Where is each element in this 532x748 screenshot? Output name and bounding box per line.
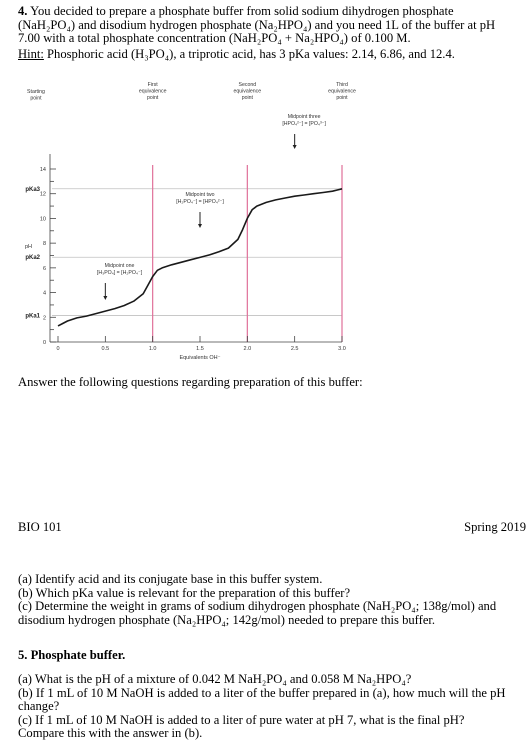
x-tick-label: 2.0 [243, 346, 252, 352]
midpoint-label-3: Midpoint three [287, 114, 321, 120]
top-label-2: equivalence [138, 88, 167, 95]
questions-abc [18, 573, 524, 627]
hint-label: Hint: [18, 47, 44, 61]
q4-text1: You decided to prepare a phosphate buffer from solid sodium dihydrogen phosphate [30, 4, 454, 18]
midpoint-formula-1: [H₃PO₄] = [H₂PO₄⁻] [96, 270, 143, 276]
midpoint-label-1: Midpoint one [104, 263, 135, 269]
x-tick-label: 0 [56, 346, 60, 352]
top-label-4: Third [336, 82, 348, 88]
qa-c2: disodium hydrogen phosphate (Na₂HPO₄; 142g/mol) needed to prepare this buffer. [18, 612, 436, 627]
x-tick-label: 2.5 [290, 346, 299, 352]
midpoint-formula-2: [H₂PO₄⁻] = [HPO₄²⁻] [176, 199, 224, 205]
y-tick-label: 6 [42, 265, 46, 272]
q5-b1: (b) If 1 mL of 10 M NaOH is added to a liter of the buffer prepared in (a), how much will the pH [18, 685, 506, 700]
q4-line1 [18, 5, 524, 19]
q5-b2: change? [18, 699, 60, 713]
midpoint-arrowhead-3 [293, 145, 297, 149]
answer-prompt: Answer the following questions regarding preparation of this buffer: [18, 375, 363, 389]
hint-text: Phosphoric acid (H₃PO₄), a triprotic acid, has 3 pKa values: 2.14, 6.86, and 12.4. [43, 47, 455, 61]
pka-label-2: pKa2 [25, 255, 40, 262]
q5-c1: (c) If 1 mL of 10 M NaOH is added to a liter of pure water at pH 7, what is the final pH? [18, 712, 465, 727]
midpoint-label-2: Midpoint two [185, 192, 215, 198]
y-tick-label: 8 [42, 241, 46, 248]
y-tick-label: 2 [42, 315, 46, 322]
y-axis-label: pH [24, 244, 32, 251]
x-tick-label: 1.5 [196, 346, 204, 352]
top-label-4: equivalence [328, 88, 356, 95]
q5-c2: Compare this with the answer in (b). [18, 726, 203, 740]
q4-line2: (NaH₂PO₄) and disodium hydrogen phosphate (Na₂HPO₄) and you need 1L of the buffer at pH [18, 17, 496, 32]
pka-label-1: pKa1 [25, 313, 40, 320]
chart-curve [58, 134, 342, 326]
top-label-1: Starting [27, 89, 45, 95]
top-label-3: Second [238, 82, 257, 88]
midpoint-arrowhead-2 [198, 224, 202, 228]
x-tick-label: 3.0 [338, 346, 346, 352]
top-label-4: point [336, 95, 348, 101]
y-tick-label: 12 [39, 191, 46, 198]
titration-curve-chart [0, 74, 532, 372]
qa-c1: (c) Determine the weight in grams of sodium dihydrogen phosphate (NaH₂PO₄; 138g/mol) and [18, 599, 497, 613]
footer-course: BIO 101 [18, 520, 62, 534]
question-4 [18, 5, 524, 46]
y-tick-label: 14 [39, 167, 46, 173]
midpoint-formula-3: [HPO₄²⁻] = [PO₄³⁻] [282, 121, 326, 127]
top-label-2: point [147, 95, 159, 101]
midpoint-arrowhead-1 [103, 296, 107, 300]
page-footer [18, 520, 526, 535]
top-label-3: equivalence [233, 88, 262, 95]
y-tick-label: 0 [42, 340, 46, 346]
footer-term: Spring 2019 [464, 520, 526, 534]
hint-line [18, 48, 524, 62]
qa-b: (b) Which pKa value is relevant for the preparation of this buffer? [18, 585, 351, 600]
q4-line3: 7.00 with a total phosphate concentration (NaH₂PO₄ + Na₂HPO₄) of 0.100 M. [18, 31, 411, 45]
x-tick-label: 1.0 [148, 346, 157, 352]
top-label-3: point [241, 95, 253, 101]
x-tick-label: 0.5 [101, 346, 110, 352]
y-tick-label: 10 [39, 216, 46, 223]
qa-a: (a) Identify acid and its conjugate base in this buffer system. [18, 572, 323, 586]
y-tick-label: 4 [42, 290, 46, 297]
q5-a: (a) What is the pH of a mixture of 0.042 M NaH₂PO₄ and 0.058 M Na₂HPO₄? [18, 672, 412, 686]
question-5 [18, 673, 524, 741]
pka-label-3: pKa3 [25, 186, 40, 193]
top-label-1: point [30, 95, 42, 102]
q4-number: 4. [18, 4, 28, 18]
question-5-title: 5. Phosphate buffer. [18, 648, 126, 662]
x-axis-label: Equivalents OH⁻ [179, 355, 221, 361]
top-label-2: First [147, 82, 158, 88]
hint [18, 48, 524, 62]
